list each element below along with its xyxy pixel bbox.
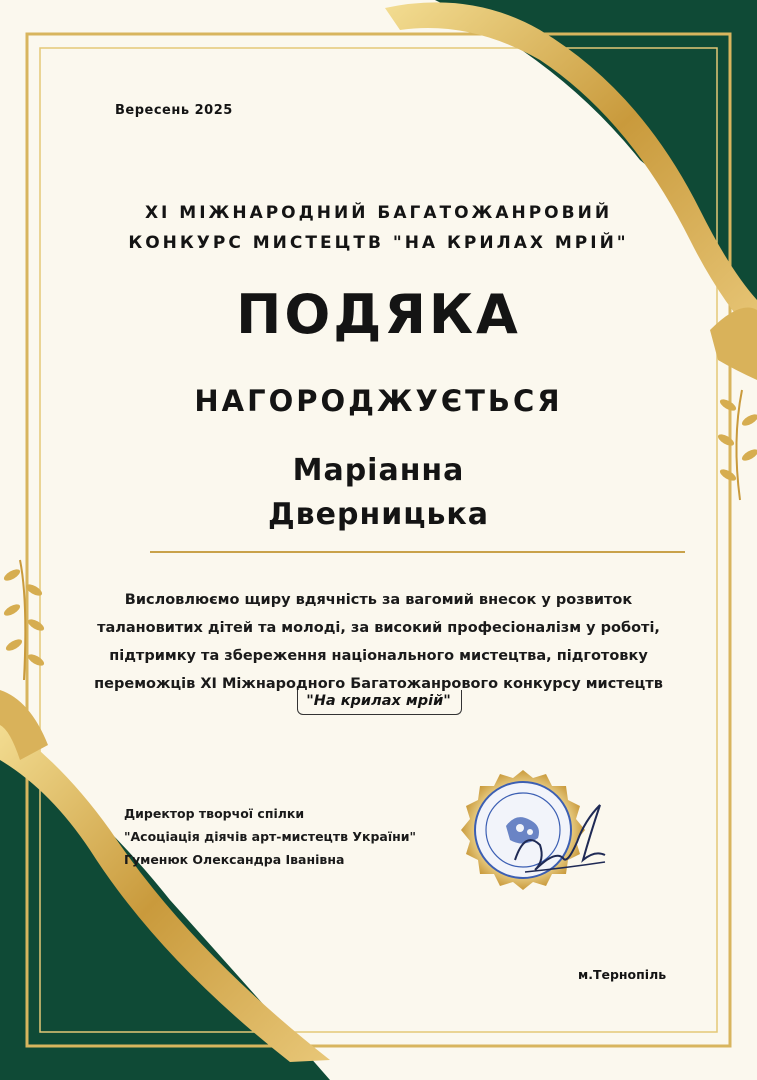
signatory-name: Гуменюк Олександра Іванівна xyxy=(124,852,345,867)
certificate-title: ПОДЯКА xyxy=(236,283,521,346)
contest-title-line-2: КОНКУРС МИСТЕЦТВ "НА КРИЛАХ МРІЙ" xyxy=(128,233,629,253)
recipient-first-name: Маріанна xyxy=(292,453,465,488)
city: м.Тернопіль xyxy=(578,967,667,982)
recipient-last-name: Дверницька xyxy=(267,497,490,532)
signatory-position: Директор творчої спілки xyxy=(124,806,305,821)
signature xyxy=(505,790,615,890)
awarded-heading: НАГОРОДЖУЄТЬСЯ xyxy=(194,384,563,418)
gold-leaf-branch-right xyxy=(716,390,757,500)
certificate-date: Вересень 2025 xyxy=(115,103,233,118)
contest-name: "На крилах мрій" xyxy=(306,693,451,709)
gratitude-text: Висловлюємо щиру вдячність за вагомий внесок у розвиток талановитих дітей та молоді, за високий професіоналізм у роботі, підтримку та збереження національного мистецтва, підготовку переможців XI Міжнародного Багатожанрового конкурсу мистецтв xyxy=(94,592,663,692)
signatory-organization: "Асоціація діячів арт-мистецтв України" xyxy=(124,829,417,844)
contest-title-line-1: XI МІЖНАРОДНИЙ БАГАТОЖАНРОВИЙ xyxy=(144,203,613,223)
